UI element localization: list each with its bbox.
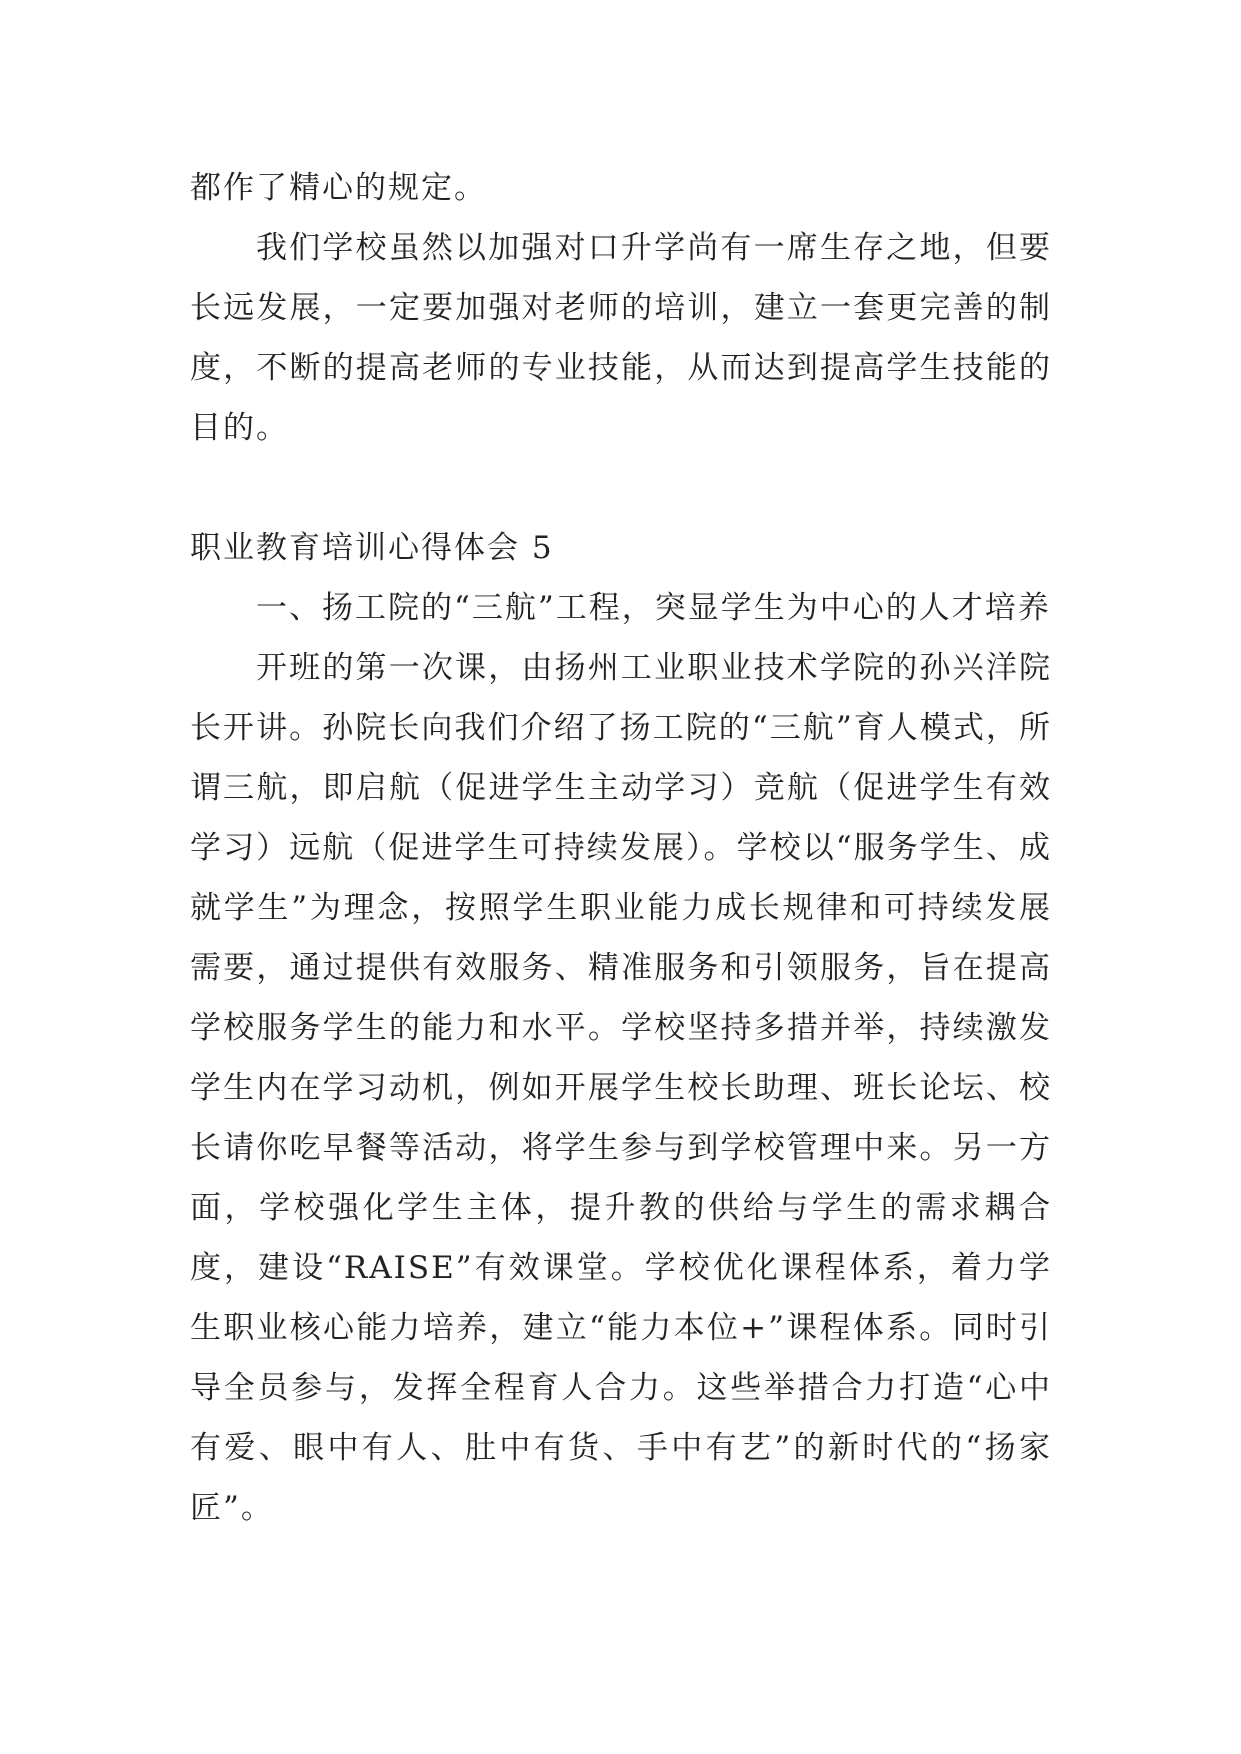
section-title: 职业教育培训心得体会 5 [190,530,554,566]
section-spacer [190,458,1052,518]
paragraph-school-training: 我们学校虽然以加强对口升学尚有一席生存之地，但要长远发展，一定要加强对老师的培训，建立一套更完善的制度，不断的提高老师的专业技能，从而达到提高学生技能的目的。 [190,230,1052,446]
continuation-text: 都作了精心的规定。 [190,170,487,206]
document-body [190,158,1052,1538]
subheading: 一、扬工院的“三航”工程，突显学生为中心的人才培养 [256,590,1051,626]
paragraph-three-navigation: 开班的第一次课，由扬州工业职业技术学院的孙兴洋院长开讲。孙院长向我们介绍了扬工院的“三航”育人模式，所谓三航，即启航（促进学生主动学习）竞航（促进学生有效学习）远航（促进学生可持续发展）。学校以“服务学生、成就学生”为理念，按照学生职业能力成长规律和可持续发展需要，通过提供有效服务、精准服务和引领服务，旨在提高学校服务学生的能力和水平。学校坚持多措并举，持续激发学生内在学习动机，例如开展学生校长助理、班长论坛、校长请你吃早餐等活动，将学生参与到学校管理中来。另一方面，学校强化学生主体，提升教的供给与学生的需求耦合度，建设“RAISE”有效课堂。学校优化课程体系，着力学生职业核心能力培养，建立“能力本位+”课程体系。同时引导全员参与，发挥全程育人合力。这些举措合力打造“心中有爱、眼中有人、肚中有货、手中有艺”的新时代的“扬家匠”。 [190,650,1052,1526]
